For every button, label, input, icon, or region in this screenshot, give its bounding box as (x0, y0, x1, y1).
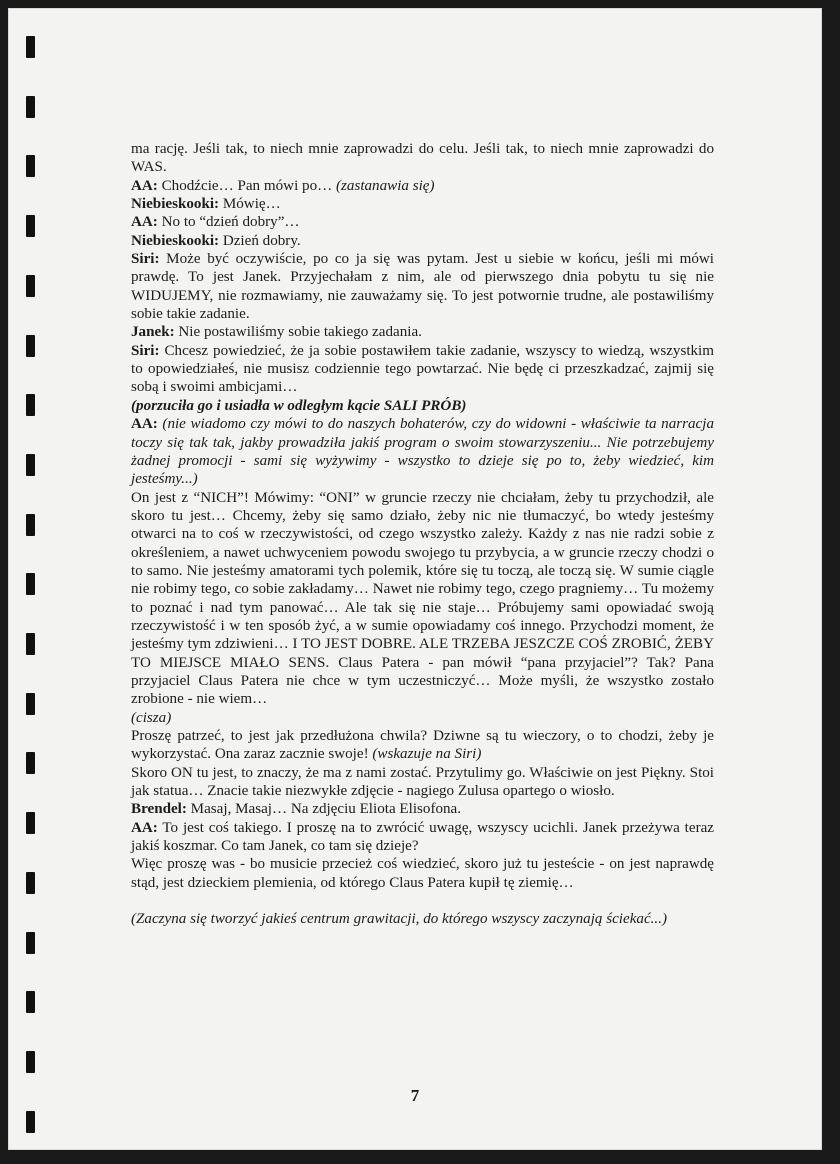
dialogue-text: No to “dzień dobry”… (157, 214, 300, 231)
script-line (131, 819, 714, 856)
binding-hole (26, 514, 35, 536)
binding-hole (26, 872, 35, 894)
script-line (131, 800, 714, 818)
binding-hole (26, 693, 35, 715)
binding-hole (26, 155, 35, 177)
script-line (131, 177, 714, 195)
script-text (131, 140, 714, 928)
speaker-name: AA: (131, 177, 158, 194)
binding-hole (26, 215, 35, 237)
binding-hole (26, 752, 35, 774)
dialogue-text: Chcesz powiedzieć, że ja sobie postawiłem takie zadanie, wszyscy to wiedzą, wszystkim to opowiedziałeś, nie musisz codziennie tego powtarzać. Nie będę ci przeszkadzać, zajmij się sobą i swoimi ambicjami… (131, 342, 714, 396)
script-line (131, 195, 714, 213)
script-line (131, 213, 714, 231)
dialogue-text: Nie postawiliśmy sobie takiego zadania. (174, 324, 422, 341)
script-line (131, 232, 714, 250)
speaker-name: AA: (131, 214, 158, 231)
stage-direction: (cisza) (131, 709, 172, 726)
binding-hole (26, 335, 35, 357)
blank-line (131, 892, 714, 910)
script-line (131, 910, 714, 928)
dialogue-text: Dzień dobry. (219, 232, 301, 249)
dialogue-text: To jest coś takiego. I proszę na to zwrócić uwagę, wszyscy ucichli. Janek przeżywa teraz jakiś koszmar. Co tam Janek, co tam się dzieje? (131, 819, 714, 855)
script-line (131, 323, 714, 341)
dialogue-text: Skoro ON tu jest, to znaczy, że ma z nami zostać. Przytulimy go. Właściwie on jest Piękny. Stoi jak statua… Znacie takie niezwykłe zdjęcie - nagiego Zulusa opartego o wiosło. (131, 764, 714, 800)
binding-hole (26, 1051, 35, 1073)
script-line (131, 855, 714, 892)
script-line (131, 342, 714, 397)
dialogue-text: Może być oczywiście, po co ja się was pytam. Jest u siebie w końcu, jeśli mi mówi prawdę. To jest Janek. Przyjechałam z nim, ale od pierwszego dnia pobytu tu się nie WIDUJEMY, nie rozmawiamy, nie zauważamy się. To jest potwornie trudne, ale postawiliśmy sobie takie zadanie. (131, 251, 714, 323)
stage-direction: (Zaczyna się tworzyć jakieś centrum grawitacji, do którego wszyscy zaczynają ściekać...) (131, 911, 667, 928)
script-line (131, 250, 714, 323)
script-line (131, 397, 714, 415)
script-line (131, 727, 714, 764)
script-line (131, 764, 714, 801)
page-number: 7 (410, 1086, 420, 1105)
binding-hole (26, 275, 35, 297)
stage-direction: (zastanawia się) (336, 177, 435, 194)
binding-hole (26, 1111, 35, 1133)
binding-hole (26, 932, 35, 954)
dialogue-text: On jest z “NICH”! Mówimy: “ONI” w gruncie rzeczy nie chciałam, żeby tu przychodził, ale skoro tu jest… Chcemy, żeby się samo działo, żeby nic nie tłumaczyć, bo wtedy jesteśmy otwarci na to coś w rzeczywistości, od czego wszystko zależy. Każdy z nas nie radzi sobie z określeniem, a nawet uchwyceniem powodu swojego tu przybycia, a w gruncie rzeczy chodzi o to samo. Nie jesteśmy amatorami tych polemik, które się tu toczą, ale toczą się. W sumie ciągle nie robimy tego, co sobie zakładamy… Nawet nie robimy tego, czego pragniemy… Tu możemy to poznać i nad tym panować… Ale tak się nie staje… Próbujemy sami opowiadać swoją rzeczywistość i w ten sposób żyć, a w sumie opowiadamy coś innego. Przychodzi moment, że jesteśmy tym zdziwieni… I TO JEST DOBRE. ALE TRZEBA JESZCZE COŚ ZROBIĆ, ŻEBY TO MIEJSCE MIAŁO SENS. Claus Patera - pan mówił “pana przyjaciel”? Tak? Pana przyjaciel Claus Patera nie chce w tym uczestniczyć… Może myśli, że wszystko zostało zrobione - nie wiem… (131, 489, 714, 708)
speaker-name: Brendel: (131, 801, 187, 818)
stage-direction: (wskazuje na Siri) (372, 746, 482, 763)
stage-direction: (porzuciła go i usiadła w odległym kącie SALI PRÓB) (131, 397, 467, 414)
stage-direction: (nie wiadomo czy mówi to do naszych bohaterów, czy do widowni - właściwie ta narracja toczy się tak tak, jakby prowadziła jakiś program o swoim stowarzyszeniu... Nie potrzebujemy żadnej promocji - sami się wyżywimy - wszystko to dzieje się po to, żeby wiedzieć, kim jesteśmy...) (131, 416, 714, 488)
speaker-name: Niebieskooki: (131, 196, 220, 213)
binding-hole (26, 454, 35, 476)
binding-hole (26, 633, 35, 655)
dialogue-text: ma rację. Jeśli tak, to niech mnie zaprowadzi do celu. Jeśli tak, to niech mnie zaprowadzi do WAS. (131, 141, 714, 176)
speaker-name: Niebieskooki: (131, 232, 220, 249)
document-page (8, 8, 822, 1150)
speaker-name: AA: (131, 819, 158, 836)
script-line (131, 415, 714, 488)
speaker-name: AA: (131, 416, 158, 433)
speaker-name: Janek: (131, 324, 175, 341)
binding-hole (26, 573, 35, 595)
dialogue-text: Masaj, Masaj… Na zdjęciu Eliota Elisofona. (186, 801, 462, 818)
binding-hole (26, 812, 35, 834)
binding-hole (26, 394, 35, 416)
dialogue-text: Mówię… (219, 196, 281, 213)
script-line (131, 140, 714, 177)
script-line (131, 489, 714, 709)
dialogue-text: Proszę patrzeć, to jest jak przedłużona chwila? Dziwne są tu wieczory, o to chodzi, żeby je wykorzystać. Ona zaraz zacznie swoje! (131, 728, 714, 763)
dialogue-text: Więc proszę was - bo musicie przecież coś wiedzieć, skoro już tu jesteście - on jest naprawdę stąd, jest dzieckiem plemienia, od którego Claus Patera kupił tę ziemię… (131, 856, 714, 891)
binding-hole (26, 991, 35, 1013)
binding-holes (8, 8, 68, 1150)
speaker-name: Siri: (131, 342, 160, 359)
binding-hole (26, 96, 35, 118)
binding-hole (26, 36, 35, 58)
dialogue-text: Chodźcie… Pan mówi po… (157, 177, 336, 194)
script-line (131, 709, 714, 727)
speaker-name: Siri: (131, 251, 160, 268)
